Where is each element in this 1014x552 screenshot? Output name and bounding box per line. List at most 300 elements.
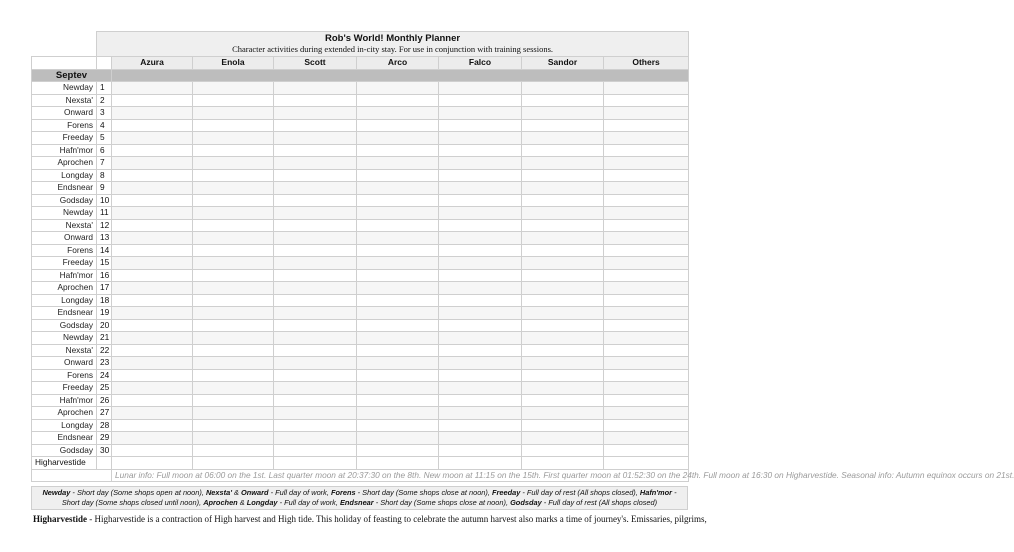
activity-cell-others[interactable] [604, 269, 689, 282]
activity-cell-falco[interactable] [439, 144, 522, 157]
lunar-note-row [32, 469, 689, 482]
weekday-name: Godsday [32, 194, 97, 207]
activity-cell-arco[interactable] [357, 169, 439, 182]
activity-cell-falco[interactable] [439, 432, 522, 445]
activity-cell-enola[interactable] [193, 219, 274, 232]
activity-cell-sandor[interactable] [522, 419, 604, 432]
activity-cell-others[interactable] [604, 294, 689, 307]
activity-cell-scott[interactable] [274, 94, 357, 107]
day-number: 3 [97, 107, 112, 120]
day-row [32, 394, 689, 407]
holiday-cell-azura[interactable] [112, 457, 193, 470]
activity-cell-enola[interactable] [193, 432, 274, 445]
activity-cell-enola[interactable] [193, 107, 274, 120]
weekday-name: Onward [32, 232, 97, 245]
holiday-cell-others[interactable] [604, 457, 689, 470]
activity-cell-scott[interactable] [274, 144, 357, 157]
activity-cell-sandor[interactable] [522, 332, 604, 345]
legend-text: - Short day (Some shops close at noon), [373, 498, 511, 507]
activity-cell-others[interactable] [604, 444, 689, 457]
activity-cell-sandor[interactable] [522, 182, 604, 195]
day-row [32, 319, 689, 332]
activity-cell-azura[interactable] [112, 282, 193, 295]
activity-cell-enola[interactable] [193, 194, 274, 207]
weekday-name: Hafn'mor [32, 394, 97, 407]
activity-cell-enola[interactable] [193, 119, 274, 132]
activity-cell-enola[interactable] [193, 157, 274, 170]
activity-cell-falco[interactable] [439, 294, 522, 307]
activity-cell-others[interactable] [604, 107, 689, 120]
activity-cell-enola[interactable] [193, 407, 274, 420]
activity-cell-arco[interactable] [357, 132, 439, 145]
activity-cell-arco[interactable] [357, 232, 439, 245]
column-header-scott: Scott [274, 57, 357, 70]
activity-cell-sandor[interactable] [522, 407, 604, 420]
activity-cell-scott[interactable] [274, 407, 357, 420]
activity-cell-falco[interactable] [439, 107, 522, 120]
weekday-name: Hafn'mor [32, 269, 97, 282]
activity-cell-others[interactable] [604, 382, 689, 395]
activity-cell-falco[interactable] [439, 407, 522, 420]
activity-cell-arco[interactable] [357, 294, 439, 307]
day-number: 30 [97, 444, 112, 457]
activity-cell-falco[interactable] [439, 182, 522, 195]
activity-cell-others[interactable] [604, 194, 689, 207]
activity-cell-sandor[interactable] [522, 382, 604, 395]
character-header-row [32, 57, 689, 70]
legend-day-name: Endsnear [339, 498, 374, 507]
activity-cell-azura[interactable] [112, 207, 193, 220]
activity-cell-azura[interactable] [112, 357, 193, 370]
planner-table [31, 31, 1014, 482]
activity-cell-enola[interactable] [193, 444, 274, 457]
activity-cell-enola[interactable] [193, 282, 274, 295]
day-row [32, 144, 689, 157]
activity-cell-falco[interactable] [439, 319, 522, 332]
weekday-name: Endsnear [32, 182, 97, 195]
activity-cell-scott[interactable] [274, 182, 357, 195]
activity-cell-sandor[interactable] [522, 294, 604, 307]
activity-cell-arco[interactable] [357, 382, 439, 395]
activity-cell-azura[interactable] [112, 157, 193, 170]
legend-day-name: Freeday [491, 488, 521, 497]
activity-cell-scott[interactable] [274, 419, 357, 432]
day-row [32, 182, 689, 195]
column-header-azura: Azura [112, 57, 193, 70]
activity-cell-arco[interactable] [357, 444, 439, 457]
activity-cell-falco[interactable] [439, 244, 522, 257]
activity-cell-scott[interactable] [274, 107, 357, 120]
activity-cell-others[interactable] [604, 244, 689, 257]
activity-cell-arco[interactable] [357, 194, 439, 207]
activity-cell-azura[interactable] [112, 307, 193, 320]
activity-cell-sandor[interactable] [522, 94, 604, 107]
activity-cell-others[interactable] [604, 419, 689, 432]
activity-cell-others[interactable] [604, 132, 689, 145]
activity-cell-others[interactable] [604, 219, 689, 232]
activity-cell-enola[interactable] [193, 182, 274, 195]
holiday-description [33, 514, 707, 525]
activity-cell-falco[interactable] [439, 194, 522, 207]
activity-cell-sandor[interactable] [522, 369, 604, 382]
activity-cell-arco[interactable] [357, 307, 439, 320]
activity-cell-sandor[interactable] [522, 244, 604, 257]
weekday-name: Freeday [32, 132, 97, 145]
activity-cell-azura[interactable] [112, 107, 193, 120]
activity-cell-falco[interactable] [439, 444, 522, 457]
activity-cell-arco[interactable] [357, 207, 439, 220]
activity-cell-azura[interactable] [112, 219, 193, 232]
day-number: 23 [97, 357, 112, 370]
legend-text: - Full day of rest (All shops closed) [541, 498, 658, 507]
day-number: 13 [97, 232, 112, 245]
activity-cell-azura[interactable] [112, 319, 193, 332]
activity-cell-others[interactable] [604, 394, 689, 407]
activity-cell-enola[interactable] [193, 332, 274, 345]
activity-cell-arco[interactable] [357, 157, 439, 170]
day-row [32, 132, 689, 145]
activity-cell-azura[interactable] [112, 432, 193, 445]
activity-cell-falco[interactable] [439, 82, 522, 95]
day-number: 25 [97, 382, 112, 395]
activity-cell-falco[interactable] [439, 132, 522, 145]
activity-cell-others[interactable] [604, 332, 689, 345]
activity-cell-sandor[interactable] [522, 269, 604, 282]
weekday-name: Longday [32, 169, 97, 182]
activity-cell-scott[interactable] [274, 319, 357, 332]
day-number: 16 [97, 269, 112, 282]
column-header-sandor: Sandor [522, 57, 604, 70]
activity-cell-scott[interactable] [274, 344, 357, 357]
activity-cell-sandor[interactable] [522, 307, 604, 320]
day-number: 26 [97, 394, 112, 407]
activity-cell-azura[interactable] [112, 294, 193, 307]
day-number: 20 [97, 319, 112, 332]
activity-cell-others[interactable] [604, 307, 689, 320]
weekday-name: Nexsta' [32, 219, 97, 232]
activity-cell-falco[interactable] [439, 232, 522, 245]
activity-cell-others[interactable] [604, 319, 689, 332]
day-number: 21 [97, 332, 112, 345]
activity-cell-arco[interactable] [357, 219, 439, 232]
activity-cell-scott[interactable] [274, 82, 357, 95]
activity-cell-scott[interactable] [274, 119, 357, 132]
activity-cell-enola[interactable] [193, 344, 274, 357]
weekday-name: Forens [32, 369, 97, 382]
day-row [32, 419, 689, 432]
activity-cell-sandor[interactable] [522, 144, 604, 157]
activity-cell-scott[interactable] [274, 432, 357, 445]
column-header-others: Others [604, 57, 689, 70]
activity-cell-falco[interactable] [439, 169, 522, 182]
activity-cell-falco[interactable] [439, 332, 522, 345]
activity-cell-enola[interactable] [193, 232, 274, 245]
activity-cell-arco[interactable] [357, 257, 439, 270]
weekday-name: Freeday [32, 382, 97, 395]
activity-cell-azura[interactable] [112, 444, 193, 457]
activity-cell-others[interactable] [604, 82, 689, 95]
activity-cell-arco[interactable] [357, 419, 439, 432]
day-number: 15 [97, 257, 112, 270]
activity-cell-others[interactable] [604, 432, 689, 445]
day-number: 24 [97, 369, 112, 382]
activity-cell-others[interactable] [604, 169, 689, 182]
activity-cell-enola[interactable] [193, 132, 274, 145]
holiday-name: Higharvestide [32, 457, 97, 470]
activity-cell-sandor[interactable] [522, 169, 604, 182]
activity-cell-enola[interactable] [193, 82, 274, 95]
holiday-cell-enola[interactable] [193, 457, 274, 470]
activity-cell-enola[interactable] [193, 357, 274, 370]
activity-cell-falco[interactable] [439, 382, 522, 395]
activity-cell-scott[interactable] [274, 369, 357, 382]
activity-cell-azura[interactable] [112, 344, 193, 357]
weekday-name: Onward [32, 357, 97, 370]
activity-cell-others[interactable] [604, 119, 689, 132]
day-number: 29 [97, 432, 112, 445]
activity-cell-enola[interactable] [193, 394, 274, 407]
activity-cell-arco[interactable] [357, 369, 439, 382]
activity-cell-scott[interactable] [274, 394, 357, 407]
activity-cell-arco[interactable] [357, 282, 439, 295]
weekday-name: Nexsta' [32, 344, 97, 357]
activity-cell-others[interactable] [604, 144, 689, 157]
holiday-cell-sandor[interactable] [522, 457, 604, 470]
day-number: 7 [97, 157, 112, 170]
activity-cell-sandor[interactable] [522, 232, 604, 245]
activity-cell-others[interactable] [604, 344, 689, 357]
column-header-falco: Falco [439, 57, 522, 70]
activity-cell-scott[interactable] [274, 282, 357, 295]
activity-cell-scott[interactable] [274, 194, 357, 207]
activity-cell-azura[interactable] [112, 144, 193, 157]
activity-cell-scott[interactable] [274, 244, 357, 257]
activity-cell-falco[interactable] [439, 119, 522, 132]
activity-cell-arco[interactable] [357, 394, 439, 407]
activity-cell-falco[interactable] [439, 307, 522, 320]
activity-cell-falco[interactable] [439, 394, 522, 407]
legend-line-1 [36, 488, 683, 498]
activity-cell-enola[interactable] [193, 382, 274, 395]
day-row [32, 369, 689, 382]
activity-cell-sandor[interactable] [522, 319, 604, 332]
activity-cell-sandor[interactable] [522, 132, 604, 145]
day-row [32, 82, 689, 95]
activity-cell-falco[interactable] [439, 207, 522, 220]
planner-title: Rob's World! Monthly Planner [325, 33, 461, 44]
lunar-note: Lunar info: Full moon at 06:00 on the 1st. Last quarter moon at 20:37:30 on the 8th. New moon at 11:15 on the 15th. First quarter moon at 01:52:30 on the 24th. Full moon at 16:30 on Higharvestide. Seasonal info: Autumn equinox occurs on 21st. [112, 469, 689, 482]
activity-cell-arco[interactable] [357, 144, 439, 157]
column-header-enola: Enola [193, 57, 274, 70]
activity-cell-azura[interactable] [112, 332, 193, 345]
activity-cell-enola[interactable] [193, 207, 274, 220]
activity-cell-falco[interactable] [439, 94, 522, 107]
planner-sheet [31, 31, 1014, 482]
activity-cell-azura[interactable] [112, 119, 193, 132]
activity-cell-azura[interactable] [112, 369, 193, 382]
activity-cell-sandor[interactable] [522, 207, 604, 220]
activity-cell-sandor[interactable] [522, 82, 604, 95]
legend-text: - Full day of work, [277, 498, 340, 507]
activity-cell-enola[interactable] [193, 94, 274, 107]
day-number: 18 [97, 294, 112, 307]
column-header-arco: Arco [357, 57, 439, 70]
activity-cell-enola[interactable] [193, 307, 274, 320]
activity-cell-arco[interactable] [357, 432, 439, 445]
legend-day-name: Onward [241, 488, 269, 497]
activity-cell-enola[interactable] [193, 369, 274, 382]
holiday-cell-scott[interactable] [274, 457, 357, 470]
activity-cell-others[interactable] [604, 407, 689, 420]
activity-cell-azura[interactable] [112, 382, 193, 395]
activity-cell-scott[interactable] [274, 219, 357, 232]
activity-cell-falco[interactable] [439, 344, 522, 357]
activity-cell-falco[interactable] [439, 157, 522, 170]
weekday-name: Onward [32, 107, 97, 120]
activity-cell-sandor[interactable] [522, 194, 604, 207]
activity-cell-arco[interactable] [357, 269, 439, 282]
activity-cell-others[interactable] [604, 207, 689, 220]
day-number: 17 [97, 282, 112, 295]
activity-cell-falco[interactable] [439, 369, 522, 382]
activity-cell-sandor[interactable] [522, 432, 604, 445]
activity-cell-sandor[interactable] [522, 219, 604, 232]
holiday-cell-arco[interactable] [357, 457, 439, 470]
activity-cell-scott[interactable] [274, 169, 357, 182]
activity-cell-arco[interactable] [357, 119, 439, 132]
activity-cell-arco[interactable] [357, 244, 439, 257]
activity-cell-others[interactable] [604, 94, 689, 107]
activity-cell-others[interactable] [604, 369, 689, 382]
day-row [32, 269, 689, 282]
activity-cell-arco[interactable] [357, 94, 439, 107]
activity-cell-azura[interactable] [112, 194, 193, 207]
activity-cell-arco[interactable] [357, 332, 439, 345]
activity-cell-others[interactable] [604, 257, 689, 270]
activity-cell-azura[interactable] [112, 407, 193, 420]
day-number: 4 [97, 119, 112, 132]
activity-cell-scott[interactable] [274, 207, 357, 220]
legend-line-2 [36, 498, 683, 508]
day-row [32, 94, 689, 107]
day-number: 14 [97, 244, 112, 257]
activity-cell-others[interactable] [604, 157, 689, 170]
activity-cell-enola[interactable] [193, 294, 274, 307]
activity-cell-others[interactable] [604, 232, 689, 245]
activity-cell-scott[interactable] [274, 157, 357, 170]
activity-cell-falco[interactable] [439, 282, 522, 295]
legend-text: - Full day of work, [268, 488, 331, 497]
legend-day-name: Hafn'mor [639, 488, 673, 497]
activity-cell-scott[interactable] [274, 294, 357, 307]
day-row [32, 307, 689, 320]
activity-cell-arco[interactable] [357, 182, 439, 195]
activity-cell-sandor[interactable] [522, 394, 604, 407]
activity-cell-scott[interactable] [274, 382, 357, 395]
activity-cell-scott[interactable] [274, 444, 357, 457]
legend-text: - Full day of rest (All shops closed), [520, 488, 640, 497]
activity-cell-falco[interactable] [439, 257, 522, 270]
legend-day-name: Forens [330, 488, 356, 497]
activity-cell-azura[interactable] [112, 169, 193, 182]
activity-cell-azura[interactable] [112, 269, 193, 282]
activity-cell-enola[interactable] [193, 257, 274, 270]
legend-text: Short day (Some shops closed until noon), [61, 498, 204, 507]
activity-cell-falco[interactable] [439, 419, 522, 432]
activity-cell-enola[interactable] [193, 244, 274, 257]
activity-cell-arco[interactable] [357, 107, 439, 120]
day-row [32, 157, 689, 170]
weekday-name: Longday [32, 294, 97, 307]
day-row [32, 344, 689, 357]
activity-cell-azura[interactable] [112, 419, 193, 432]
activity-cell-sandor[interactable] [522, 444, 604, 457]
activity-cell-sandor[interactable] [522, 107, 604, 120]
activity-cell-falco[interactable] [439, 357, 522, 370]
activity-cell-enola[interactable] [193, 144, 274, 157]
activity-cell-azura[interactable] [112, 82, 193, 95]
weekday-name: Godsday [32, 444, 97, 457]
holiday-cell-falco[interactable] [439, 457, 522, 470]
activity-cell-azura[interactable] [112, 94, 193, 107]
activity-cell-arco[interactable] [357, 407, 439, 420]
activity-cell-arco[interactable] [357, 357, 439, 370]
legend-text: & [237, 498, 247, 507]
day-number: 12 [97, 219, 112, 232]
activity-cell-sandor[interactable] [522, 344, 604, 357]
activity-cell-enola[interactable] [193, 319, 274, 332]
weekday-name: Newday [32, 207, 97, 220]
activity-cell-scott[interactable] [274, 332, 357, 345]
activity-cell-sandor[interactable] [522, 157, 604, 170]
activity-cell-falco[interactable] [439, 219, 522, 232]
activity-cell-enola[interactable] [193, 419, 274, 432]
activity-cell-azura[interactable] [112, 132, 193, 145]
activity-cell-scott[interactable] [274, 269, 357, 282]
day-number: 27 [97, 407, 112, 420]
activity-cell-azura[interactable] [112, 244, 193, 257]
activity-cell-azura[interactable] [112, 394, 193, 407]
activity-cell-scott[interactable] [274, 307, 357, 320]
day-row [32, 219, 689, 232]
activity-cell-sandor[interactable] [522, 257, 604, 270]
activity-cell-scott[interactable] [274, 232, 357, 245]
activity-cell-azura[interactable] [112, 257, 193, 270]
activity-cell-arco[interactable] [357, 82, 439, 95]
activity-cell-scott[interactable] [274, 132, 357, 145]
activity-cell-azura[interactable] [112, 182, 193, 195]
activity-cell-others[interactable] [604, 182, 689, 195]
activity-cell-sandor[interactable] [522, 119, 604, 132]
planner-subtitle: Character activities during extended in-city stay. For use in conjunction with training sessions. [232, 44, 554, 54]
activity-cell-falco[interactable] [439, 269, 522, 282]
day-number: 19 [97, 307, 112, 320]
activity-cell-others[interactable] [604, 282, 689, 295]
activity-cell-sandor[interactable] [522, 282, 604, 295]
activity-cell-enola[interactable] [193, 169, 274, 182]
activity-cell-azura[interactable] [112, 232, 193, 245]
weekday-name: Aprochen [32, 407, 97, 420]
activity-cell-enola[interactable] [193, 269, 274, 282]
activity-cell-scott[interactable] [274, 357, 357, 370]
activity-cell-arco[interactable] [357, 319, 439, 332]
activity-cell-sandor[interactable] [522, 357, 604, 370]
activity-cell-others[interactable] [604, 357, 689, 370]
weekday-name: Newday [32, 82, 97, 95]
holiday-text: - Higharvestide is a contraction of High harvest and High tide. This holiday of feasting to celebrate the autumn harvest also marks a time of journey's. Emissaries, pilgrims, [87, 514, 707, 524]
activity-cell-scott[interactable] [274, 257, 357, 270]
activity-cell-arco[interactable] [357, 344, 439, 357]
